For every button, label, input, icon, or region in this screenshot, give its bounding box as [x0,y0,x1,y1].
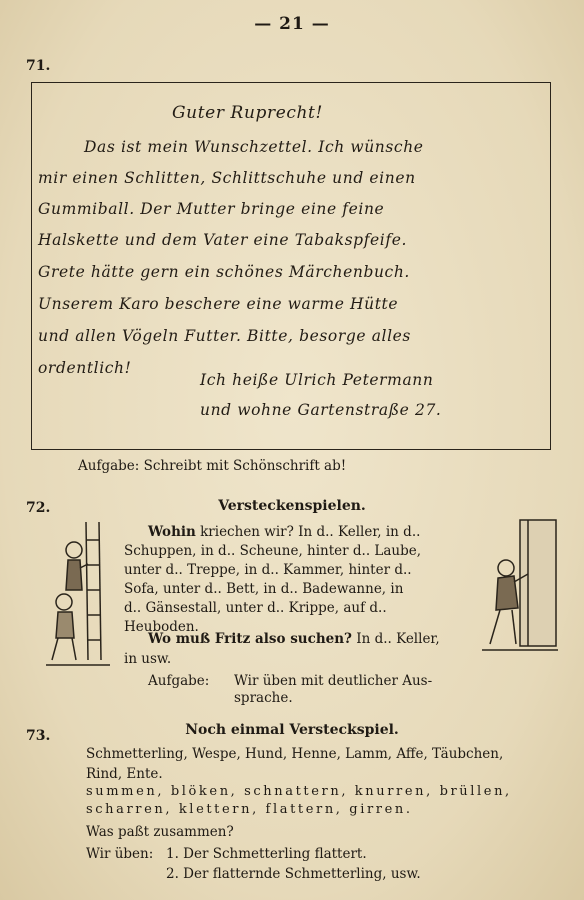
letter-line-3: Gummiball. Der Mutter bringe eine feine [38,200,385,218]
exercise-73-nouns-2: Rind, Ente. [86,766,163,782]
exercise-72-question [148,631,440,647]
exercise-72-line-3: unter d.. Treppe, in d.. Kammer, hinter d.. [124,562,412,578]
exercise-73-verbs-2: scharren, klettern, flattern, girren. [86,802,413,817]
exercise-72-line-2: Schuppen, in d.. Scheune, hinter d.. Laube, [124,543,422,559]
signature-line-1: Ich heiße Ulrich Petermann [200,371,434,389]
signature-line-2: und wohne Gartenstraße 27. [200,401,442,419]
exercise-73-practice-label: Wir üben: [86,846,154,862]
exercise-72-line-1-rest: kriechen wir? In d.. Keller, in d.. [195,524,421,540]
exercise-73-practice-2: 2. Der flatternde Schmetterling, usw. [166,866,421,882]
exercise-72-question-end: in usw. [124,651,172,667]
exercise-72-task-text-2: sprache. [234,690,293,706]
exercise-72-line-6: Heuboden. [124,619,199,635]
exercise-72-task-label: Aufgabe: [148,673,210,689]
exercise-number-73: 73. [26,728,51,744]
exercise-73-verbs-1: summen, blöken, schnattern, knurren, brüllen, [86,784,512,799]
letter-line-8: ordentlich! [38,359,132,377]
letter-line-2: mir einen Schlitten, Schlittschuhe und einen [38,169,416,187]
letter-greeting: Guter Ruprecht! [172,103,323,123]
exercise-73-question: Was paßt zusammen? [86,824,234,840]
exercise-number-72: 72. [26,500,51,516]
boy-at-door-illustration [480,516,560,656]
exercise-72-lead: Wohin [148,524,196,540]
letter-line-1: Das ist mein Wunschzettel. Ich wünsche [84,138,424,156]
letter-line-5: Grete hätte gern ein schönes Märchenbuch. [38,263,410,281]
exercise-72-task-text-1: Wir üben mit deutlicher Aus- [234,673,433,689]
exercise-71-task: Aufgabe: Schreibt mit Schönschrift ab! [78,458,347,474]
letter-line-4: Halskette und dem Vater eine Tabakspfeife. [38,231,407,249]
exercise-72-question-rest: In d.. Keller, [351,631,440,647]
letter-box [31,82,551,450]
page-number: — 21 — [254,14,330,34]
exercise-73-practice-1: 1. Der Schmetterling flattert. [166,846,367,862]
exercise-72-question-lead: Wo muß Fritz also suchen? [148,631,352,647]
letter-line-7: und allen Vögeln Futter. Bitte, besorge alles [38,327,411,345]
letter-line-6: Unserem Karo beschere eine warme Hütte [38,295,399,313]
exercise-72-line-1 [148,524,420,540]
exercise-72-line-5: d.. Gänsestall, unter d.. Krippe, auf d.. [124,600,387,616]
children-ladder-illustration [44,520,114,670]
exercise-72-line-4: Sofa, unter d.. Bett, in d.. Badewanne, in [124,581,404,597]
exercise-73-nouns-1: Schmetterling, Wespe, Hund, Henne, Lamm, Affe, Täubchen, [86,746,504,762]
exercise-number-71: 71. [26,58,51,74]
exercise-73-title: Noch einmal Versteckspiel. [185,722,399,738]
exercise-72-title: Versteckenspielen. [218,498,366,514]
